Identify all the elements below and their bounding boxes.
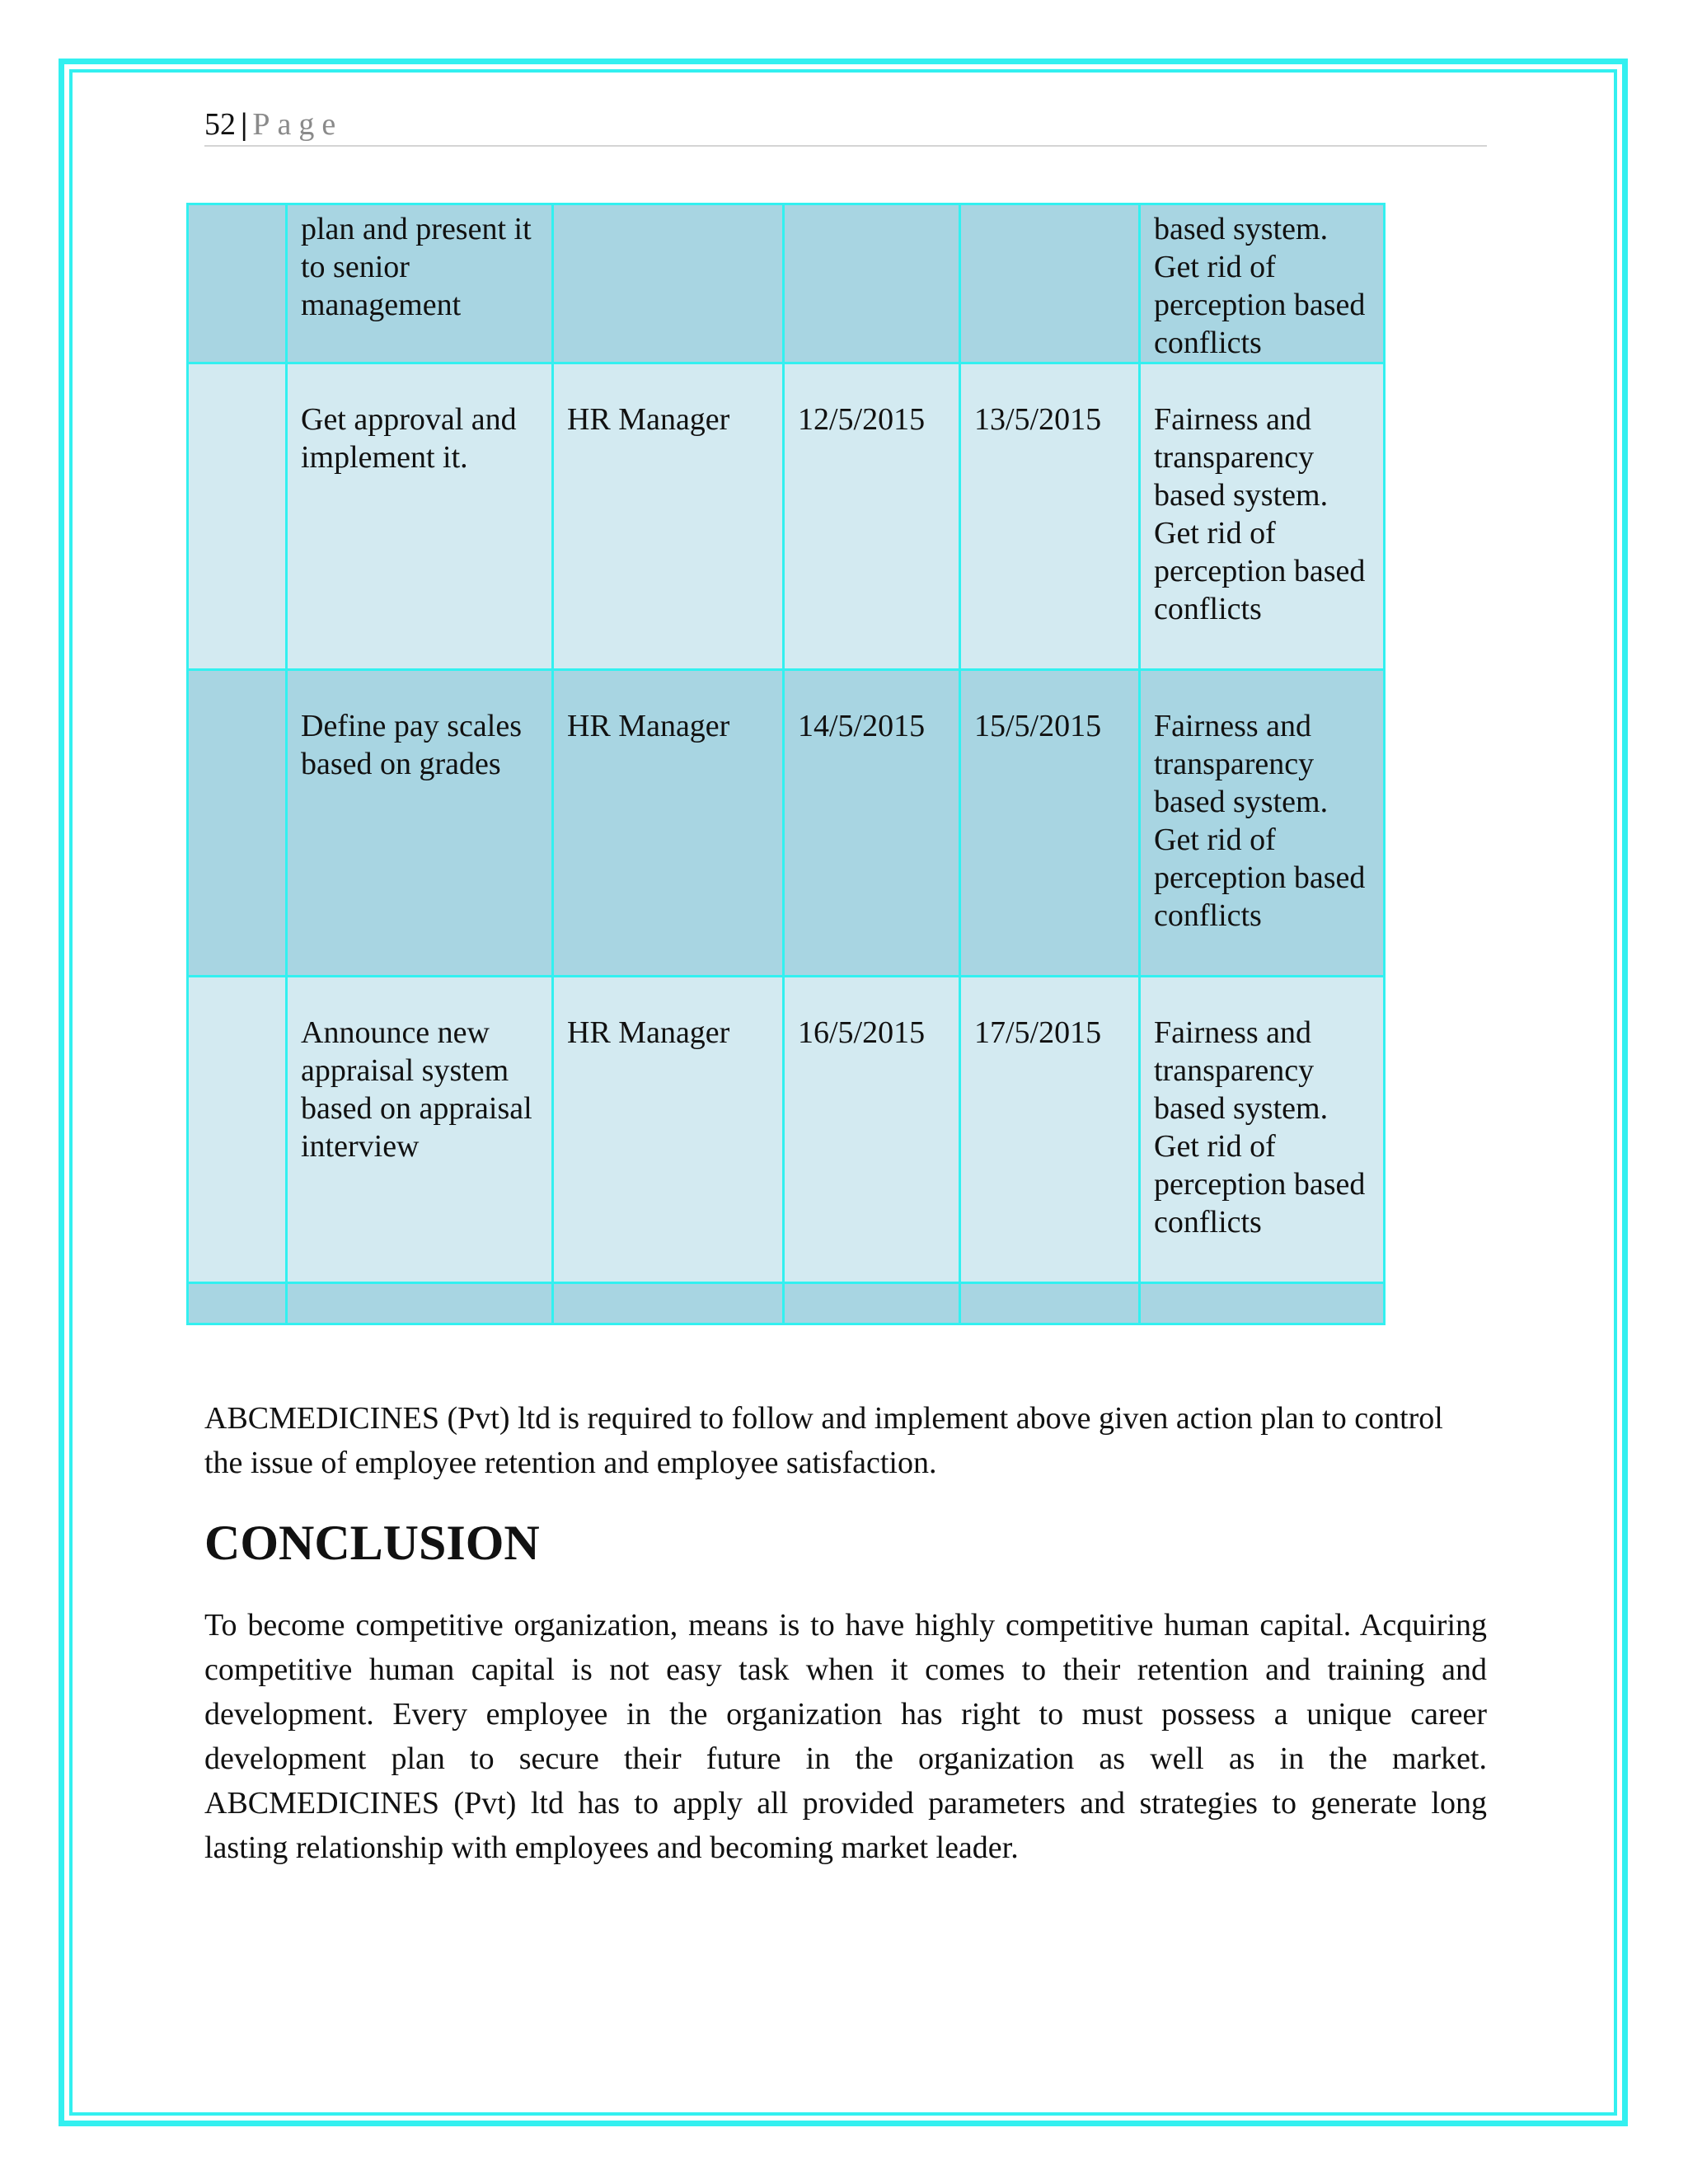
cell-activity: plan and present it to senior management <box>287 204 553 363</box>
cell-end-date: 15/5/2015 <box>960 670 1140 977</box>
conclusion-paragraph: To become competitive organization, means is to have highly competitive human capital. Acquiring competitive human capital is not easy task when it comes to their retention and training and development. Every employee in the organization has right to must possess a unique career development plan to secure their future in the organization as well as in the market. ABCMEDICINES (Pvt) ltd has to apply all provided parameters and strategies to generate long lasting relationship with employees and becoming market leader. <box>204 1608 1487 1865</box>
table-row <box>188 363 1385 670</box>
cell-start-date <box>784 204 960 363</box>
cell-responsible: HR Manager <box>553 363 784 670</box>
cell-number <box>188 977 287 1283</box>
cell-responsible: HR Manager <box>553 670 784 977</box>
action-plan-table <box>186 203 1386 1325</box>
intro-paragraph: ABCMEDICINES (Pvt) ltd is required to follow and implement above given action plan to control the issue of employee retention and employee satisfaction. <box>204 1401 1443 1480</box>
cell-outcome: based system. Get rid of perception based conflicts <box>1140 204 1385 363</box>
cell-number <box>188 1283 287 1324</box>
cell-number <box>188 363 287 670</box>
conclusion-heading: CONCLUSION <box>204 1516 540 1570</box>
table-row <box>188 204 1385 363</box>
cell-outcome: Fairness and transparency based system. Get rid of perception based conflicts <box>1140 363 1385 670</box>
page-number: 52 <box>204 107 236 142</box>
cell-end-date <box>960 204 1140 363</box>
page-label: Page <box>252 107 344 142</box>
cell-end-date: 17/5/2015 <box>960 977 1140 1283</box>
cell-activity: Define pay scales based on grades <box>287 670 553 977</box>
cell-responsible: HR Manager <box>553 977 784 1283</box>
page-separator: | <box>241 107 248 142</box>
cell-responsible <box>553 1283 784 1324</box>
cell-outcome: Fairness and transparency based system. Get rid of perception based conflicts <box>1140 977 1385 1283</box>
cell-outcome <box>1140 1283 1385 1324</box>
cell-activity <box>287 1283 553 1324</box>
cell-number <box>188 670 287 977</box>
cell-start-date: 14/5/2015 <box>784 670 960 977</box>
cell-start-date: 16/5/2015 <box>784 977 960 1283</box>
cell-activity: Announce new appraisal system based on appraisal interview <box>287 977 553 1283</box>
cell-activity: Get approval and implement it. <box>287 363 553 670</box>
cell-start-date <box>784 1283 960 1324</box>
cell-start-date: 12/5/2015 <box>784 363 960 670</box>
cell-end-date: 13/5/2015 <box>960 363 1140 670</box>
table-row <box>188 977 1385 1283</box>
table-row <box>188 670 1385 977</box>
cell-outcome: Fairness and transparency based system. Get rid of perception based conflicts <box>1140 670 1385 977</box>
page-header <box>204 104 1487 147</box>
cell-end-date <box>960 1283 1140 1324</box>
table-row <box>188 1283 1385 1324</box>
cell-responsible <box>553 204 784 363</box>
cell-number <box>188 204 287 363</box>
